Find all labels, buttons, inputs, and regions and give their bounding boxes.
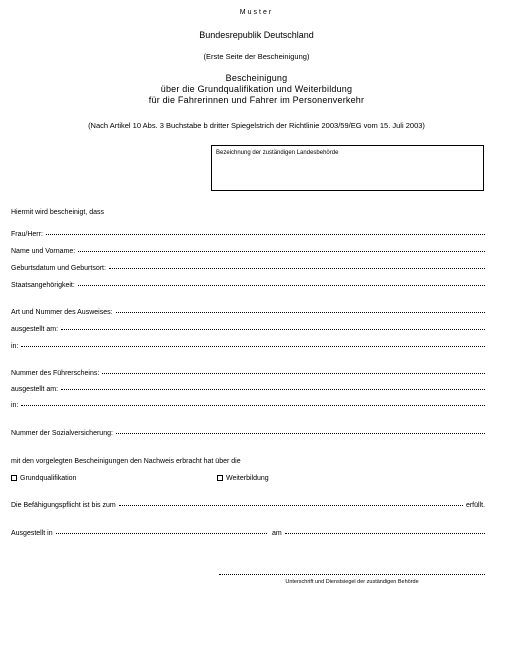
id-issued-field[interactable] xyxy=(11,326,485,333)
option-further-label: Weiterbildung xyxy=(226,475,269,482)
license-place-label: in: xyxy=(11,402,19,409)
license-issued-field[interactable] xyxy=(11,386,485,393)
birth-label: Geburtsdatum und Geburtsort: xyxy=(11,265,106,272)
title-field[interactable] xyxy=(11,231,485,238)
obligation-prefix: Die Befähigungspflicht ist bis zum xyxy=(11,502,116,509)
issued-place-field[interactable] xyxy=(11,530,267,537)
license-number-dotted-line xyxy=(102,372,485,374)
nationality-label: Staatsangehörigkeit: xyxy=(11,282,75,289)
legal-basis: (Nach Artikel 10 Abs. 3 Buchstabe b dritter Spiegelstrich der Richtlinie 2003/59/EG vom 15. Juli 2003) xyxy=(88,121,425,130)
proof-text: mit den vorgelegten Bescheinigungen den Nachweis erbracht hat über die xyxy=(11,458,241,465)
social-security-dotted-line xyxy=(116,432,485,434)
id-type-field[interactable] xyxy=(11,309,485,316)
license-issued-label: ausgestellt am: xyxy=(11,386,59,393)
name-dotted-line xyxy=(78,250,485,252)
authority-box[interactable] xyxy=(211,145,484,191)
id-type-label: Art und Nummer des Ausweises: xyxy=(11,309,113,316)
id-issued-dotted-line xyxy=(61,328,485,330)
name-label: Name und Vorname: xyxy=(11,248,76,255)
license-number-label: Nummer des Führerscheins: xyxy=(11,370,100,377)
id-type-dotted-line xyxy=(116,311,485,313)
social-security-field[interactable] xyxy=(11,430,485,437)
intro-text: Hiermit wird bescheinigt, dass xyxy=(11,209,104,216)
certificate-title: Bescheinigung xyxy=(225,73,288,83)
issued-place-dotted-line xyxy=(56,532,267,534)
title-dotted-line xyxy=(46,233,485,235)
certificate-title-line-2: über die Grundqualifikation und Weiterbildung xyxy=(160,84,353,94)
country-name: Bundesrepublik Deutschland xyxy=(199,30,314,40)
issued-in-label: Ausgestellt in xyxy=(11,530,53,537)
obligation-suffix: erfüllt. xyxy=(465,502,485,509)
birth-dotted-line xyxy=(109,267,485,269)
issued-date-dotted-line xyxy=(285,532,485,534)
issued-on-label: am xyxy=(272,530,282,537)
license-number-field[interactable] xyxy=(11,370,485,377)
license-place-field[interactable] xyxy=(11,402,485,409)
authority-box-label: Bezeichnung der zuständigen Landesbehörde xyxy=(216,150,339,156)
further-checkbox[interactable] xyxy=(217,475,223,481)
certificate-title-line-3: für die Fahrerinnen und Fahrer im Personenverkehr xyxy=(148,95,365,105)
signature-caption: Unterschrift und Dienstsiegel der zuständigen Behörde xyxy=(285,579,419,585)
name-field[interactable] xyxy=(11,248,485,255)
license-place-dotted-line xyxy=(21,404,485,406)
signature-line[interactable] xyxy=(219,573,485,575)
option-further[interactable] xyxy=(217,475,269,482)
nationality-dotted-line xyxy=(78,284,485,286)
option-basic[interactable] xyxy=(11,475,76,482)
obligation-field[interactable] xyxy=(11,502,485,509)
birth-field[interactable] xyxy=(11,265,485,272)
id-issued-label: ausgestellt am: xyxy=(11,326,59,333)
id-place-dotted-line xyxy=(21,345,485,347)
social-security-label: Nummer der Sozialversicherung: xyxy=(11,430,113,437)
basic-checkbox[interactable] xyxy=(11,475,17,481)
option-basic-label: Grundqualifikation xyxy=(20,475,77,482)
obligation-dotted-line xyxy=(119,504,463,506)
issued-date-field[interactable] xyxy=(272,530,485,537)
page-note: (Erste Seite der Bescheinigung) xyxy=(203,52,310,61)
license-issued-dotted-line xyxy=(61,388,485,390)
nationality-field[interactable] xyxy=(11,282,485,289)
id-place-label: in: xyxy=(11,343,19,350)
muster-label: Muster xyxy=(239,9,274,16)
id-place-field[interactable] xyxy=(11,343,485,350)
title-label: Frau/Herr: xyxy=(11,231,43,238)
